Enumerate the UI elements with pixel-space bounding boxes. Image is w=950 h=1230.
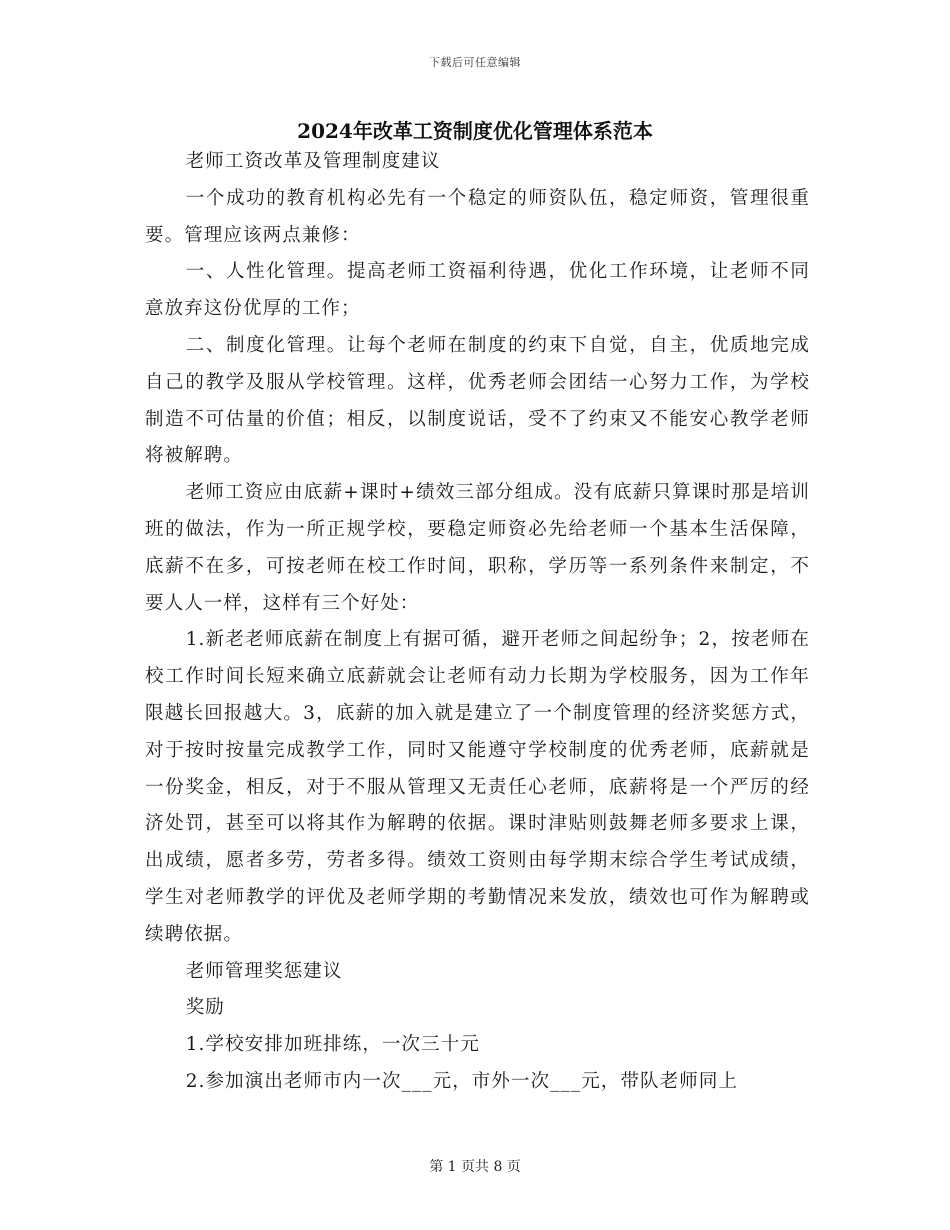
paragraph-heading-rewards: 奖励 (185, 997, 225, 1019)
paragraph-reward-item-1: 1.学校安排加班排练，一次三十元 (185, 1034, 480, 1056)
paragraph-benefits: 1.新老老师底薪在制度上有据可循，避开老师之间起纷争；2，按老师在校工作时间长短来确立底薪就会让老师有动力长期为学校服务，因为工作年限越长回报越大。3，底薪的加入就是建立了一个制度管理的经济奖惩方式，对于按时按量完成教学工作，同时又能遵守学校制度的优秀老师，底薪就是一份奖金，相反，对于不服从管理又无责任心老师，底薪将是一个严厉的经济处罚，甚至可以将其作为解聘的依据。课时津贴则鼓舞老师多要求上课，出成绩，愿者多劳，劳者多得。绩效工资则由每学期末综合学生考试成绩，学生对老师教学的评优及老师学期的考勤情况来发放，绩效也可作为解聘或续聘依据。 (145, 629, 810, 945)
paragraph-reward-item-2: 2.参加演出老师市内一次___元，市外一次___元，带队老师同上 (185, 1070, 739, 1092)
page-header: 下载后可任意编辑 (429, 56, 521, 69)
document-title: 2024年改革工资制度优化管理体系范本 (297, 119, 653, 143)
paragraph-heading-salary-reform: 老师工资改革及管理制度建议 (185, 151, 441, 172)
page-footer: 第 1 页共 8 页 (429, 1159, 521, 1175)
paragraph-humanized-management: 一、人性化管理。提高老师工资福利待遇，优化工作环境，让老师不同意放弃这份优厚的工作； (145, 261, 810, 320)
paragraph-intro: 一个成功的教育机构必先有一个稳定的师资队伍，稳定师资，管理很重要。管理应该两点兼修： (145, 187, 810, 246)
paragraph-institutional-management: 二、制度化管理。让每个老师在制度的约束下自觉，自主，优质地完成自己的教学及服从学校管理。这样，优秀老师会团结一心努力工作，为学校制造不可估量的价值；相反，以制度说话，受不了约束又不能安心教学老师将被解聘。 (145, 334, 810, 467)
paragraph-salary-structure: 老师工资应由底薪+课时+绩效三部分组成。没有底薪只算课时那是培训班的做法，作为一所正规学校，要稳定师资必先给老师一个基本生活保障，底薪不在多，可按老师在校工作时间，职称，学历等一系列条件来制定，不要人人一样，这样有三个好处： (145, 482, 810, 614)
paragraph-heading-rewards-penalties: 老师管理奖惩建议 (185, 960, 343, 982)
document-body (145, 144, 810, 1101)
